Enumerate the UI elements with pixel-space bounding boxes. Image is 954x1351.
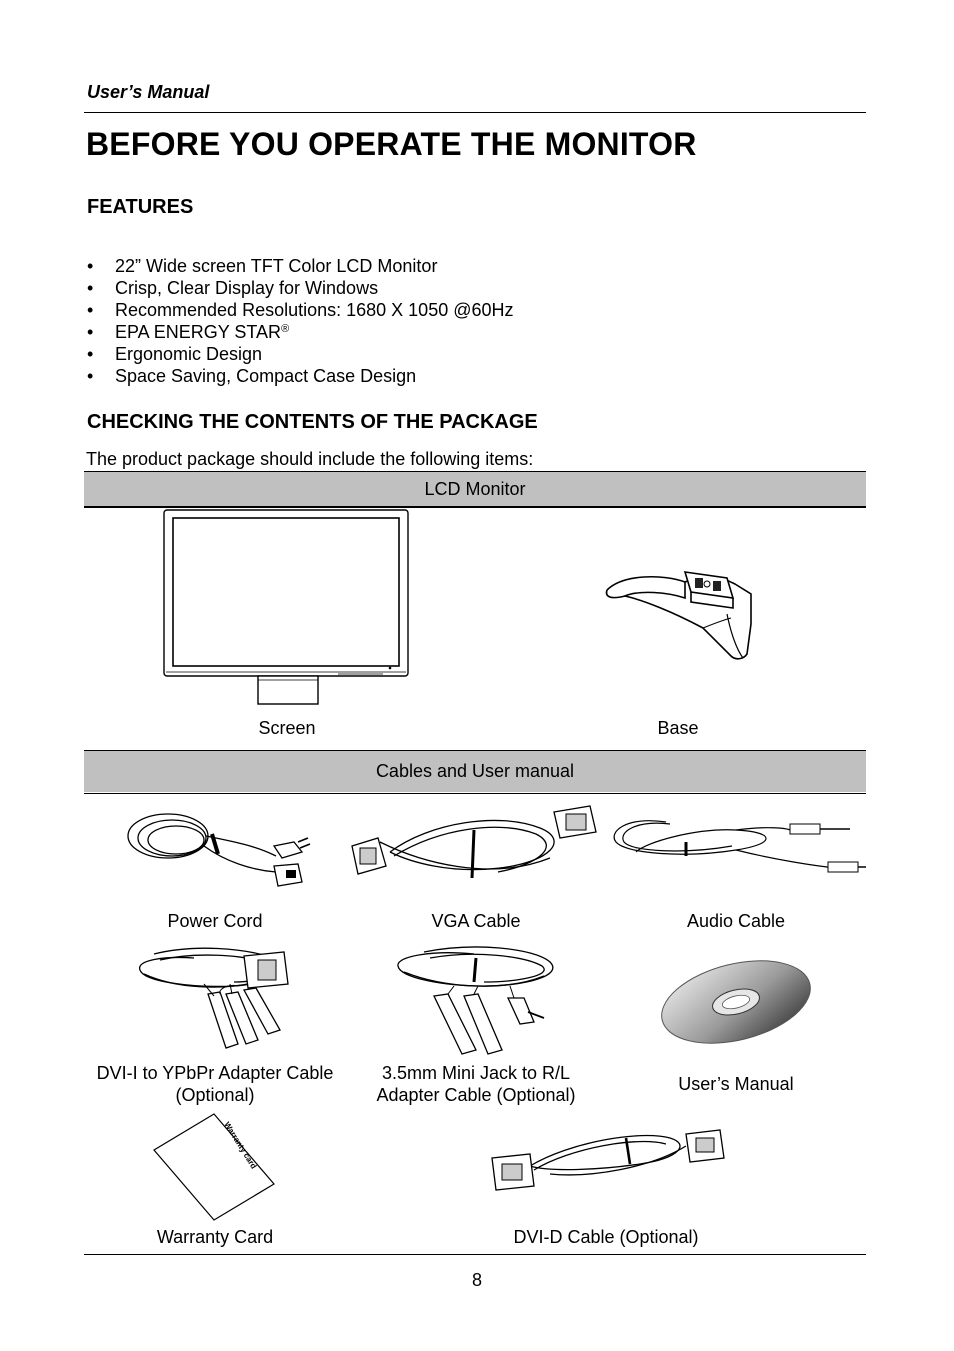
page-number: 8 <box>471 1270 482 1290</box>
mini-jack-caption <box>350 1062 602 1106</box>
feature-item: • 22” Wide screen TFT Color LCD Monitor <box>87 255 514 277</box>
mini-jack-caption-line1: 3.5mm Mini Jack to R/L <box>381 1063 571 1083</box>
power-cord-caption: Power Cord <box>167 911 263 931</box>
vga-cable-caption: VGA Cable <box>431 911 521 931</box>
feature-item: • Crisp, Clear Display for Windows <box>87 277 514 299</box>
users-manual-caption: User’s Manual <box>678 1074 794 1094</box>
dvi-d-cable-caption: DVI-D Cable (Optional) <box>513 1227 699 1247</box>
dvi-ypbpr-cable-illustration <box>134 944 298 1060</box>
audio-cable-caption: Audio Cable <box>686 911 786 931</box>
warranty-card-label: Warranty card <box>222 1120 259 1171</box>
screen-caption: Screen <box>258 718 316 738</box>
audio-cable-illustration <box>606 812 866 878</box>
vga-cable-illustration <box>350 802 600 892</box>
dvi-ypbpr-caption-line1: DVI-I to YPbPr Adapter Cable <box>96 1063 334 1083</box>
running-header: User’s Manual <box>87 82 210 102</box>
header-rule <box>84 112 866 113</box>
table-bottom-rule <box>84 1254 866 1255</box>
package-heading: CHECKING THE CONTENTS OF THE PACKAGE <box>87 411 538 433</box>
features-heading: FEATURES <box>87 196 194 218</box>
registered-mark: ® <box>281 323 290 335</box>
page-title: BEFORE YOU OPERATE THE MONITOR <box>86 126 697 162</box>
cables-bar-rule <box>84 793 866 794</box>
cd-illustration <box>658 960 814 1044</box>
mini-jack-caption-line2: Adapter Cable (Optional) <box>376 1085 576 1105</box>
dvi-ypbpr-caption <box>84 1062 346 1106</box>
feature-item: • Ergonomic Design <box>87 343 514 365</box>
package-intro: The product package should include the following items: <box>86 449 534 469</box>
feature-item: • EPA ENERGY STAR® <box>87 321 514 343</box>
lcd-monitor-bar: LCD Monitor <box>84 472 866 506</box>
warranty-card-caption: Warranty Card <box>156 1227 274 1247</box>
feature-item: • Space Saving, Compact Case Design <box>87 365 514 387</box>
dvi-d-cable-illustration <box>490 1128 726 1204</box>
monitor-illustration <box>158 508 414 708</box>
base-illustration <box>603 564 755 662</box>
power-cord-illustration <box>126 806 312 890</box>
warranty-card-illustration <box>152 1112 278 1224</box>
mini-jack-cable-illustration <box>394 942 560 1066</box>
cables-bar: Cables and User manual <box>84 751 866 792</box>
dvi-ypbpr-caption-line2: (Optional) <box>175 1085 255 1105</box>
feature-item: • Recommended Resolutions: 1680 X 1050 @60Hz <box>87 299 514 321</box>
features-list <box>87 255 514 387</box>
base-caption: Base <box>657 718 699 738</box>
